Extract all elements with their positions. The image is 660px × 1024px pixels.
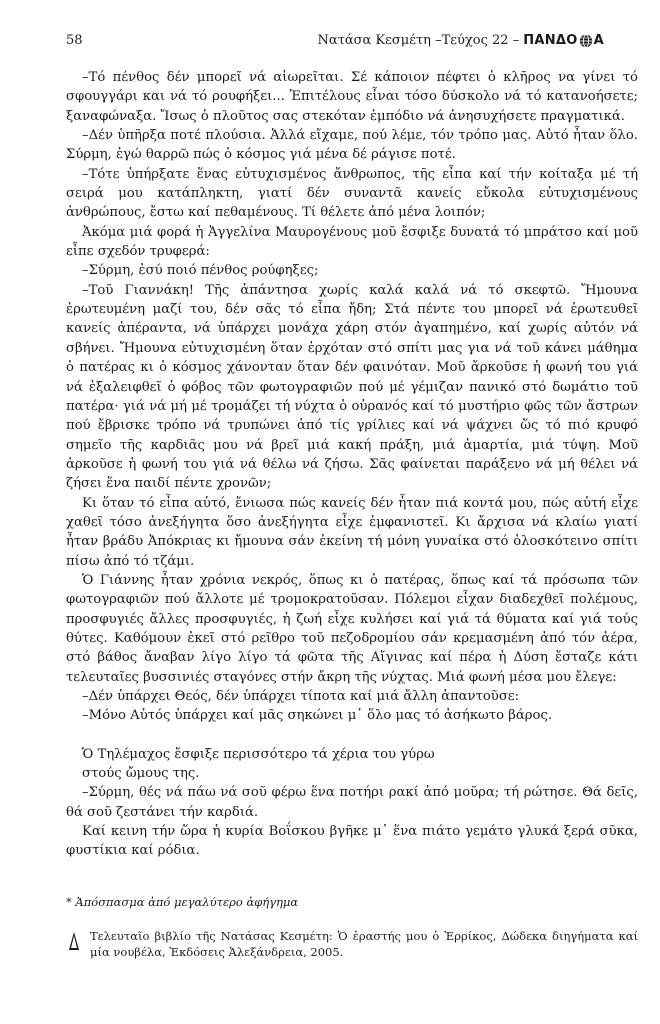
page-header — [66, 33, 604, 55]
article-body — [66, 68, 638, 861]
bibliography-text: Τελευταῖο βιβλίο τῆς Νατάσας Κεσμέτη: Ὁ ἐραστής μου ὁ Ἐρρίκος, Δώδεκα διηγήματα καί μία νουβέλα, Ἐκδόσεις Ἀλεξάνδρεια, 2005. — [90, 929, 638, 959]
paragraph: –Τό πένθος δέν μπορεῖ νά αἰωρεῖται. Σέ κάποιον πέφτει ὁ κλῆρος να γίνει τό σφουγγάρι και νά τό ρουφήξει... Ἐπιτέλους εἶναι τόσο δύσκολο νά τό κατανοήσετε; ξαναφώναξα. Ἴσως ὁ πλοῦτος σας στεκόταν ἐμπόδιο νά ἀνησυχήσετε πραγματικά. — [66, 70, 638, 124]
paragraph: –Δέν ὑπῆρξα ποτέ πλούσια. Ἀλλά εἴχαμε, πού λέμε, τόν τρόπο μας. Αὐτό ἦταν ὅλο. Σύρμη, ἐγώ θαρρῶ πώς ὁ κόσμος γιά μένα δέ ράγισε ποτέ. — [66, 128, 638, 163]
paragraph: Ὁ Τηλέμαχος ἔσφιξε περισσότερο τά χέρια του γύρω — [82, 746, 435, 762]
pointing-hand-icon — [66, 930, 82, 952]
section-break — [66, 726, 638, 745]
paragraph: Ἀκόμα μιά φορά ἡ Ἀγγελίνα Μαυρογένους μοῦ ἔσφιξε δυνατά τό μπράτσο καί μοῦ εἶπε σχεδόν τρυφερά: — [66, 224, 638, 260]
brand-text-end: Α — [593, 33, 604, 48]
paragraph: Ὁ Γιάννης ἦταν χρόνια νεκρός, ὅπως κι ὁ πατέρας, ὅπως καί τά πρόσωπα τῶν φωτογραφιῶν πού ἄλλοτε μέ τρομοκρατοῦσαν. Πόλεμοι εἶχαν διαδεχθεῖ πολέμους, προσφυγιές ἄλλες προσφυγιές, ἡ ζωή εἶχε κυλήσει καί γιά τά θύματα καί γιά τούς θύτες. Καθόμουν ἐκεῖ στό ρεῖθρο τοῦ πεζοδρομίου σάν κρεμασμένη ἀπό τόν ἀέρα, στό βάθος ἄναβαν λίγο λίγο τά φῶτα τῆς Αἴγινας καί πέρα ἡ Δύση ἔσταζε κάτι τελευταῖες βυσσινιές σταγόνες στήν ἄκρη τῆς νύχτας. Μιά φωνή μέσα μου ἔλεγε: — [66, 572, 638, 685]
paragraph: Κι ὅταν τό εἶπα αὐτό, ἔνιωσα πώς κανείς δέν ἦταν πιά κοντά μου, πώς αὐτή εἶχε χαθεῖ τόσο ἀνεξήγητα ὅσο ἀνεξήγητα εἶχε ἐμφανιστεῖ. Κι ἄρχισα νά κλαίω γιατί ἦταν βράδυ Ἀπόκριας κι ἤμουνα σάν ἐκείνη τή μόνη γυναίκα στό ὁλοσκότεινο σπίτι πίσω ἀπό τό τζάμι. — [66, 495, 638, 569]
magazine-brand — [523, 33, 604, 48]
running-head-text: Νατάσα Κεσμέτη –Τεύχος 22 – — [317, 33, 520, 48]
page-number: 58 — [66, 33, 83, 48]
bibliography-note — [66, 928, 638, 960]
paragraph: –Δέν ὑπάρχει Θεός, δέν ὑπάρχει τίποτα καί μιά ἄλλη ἀπαντοῦσε: — [82, 689, 520, 704]
paragraph: –Μόνο Αὐτός ὑπάρχει καί μᾶς σηκώνει μ᾽ ὅλο μας τό ἀσήκωτο βάρος. — [82, 708, 553, 724]
globe-logo-icon — [579, 34, 593, 48]
paragraph: στούς ὤμους της. — [82, 766, 200, 782]
footnote: * Ἀπόσπασμα ἀπό μεγαλύτερο ἀφήγημα — [66, 895, 299, 909]
paragraph: –Τοῦ Γιαννάκη! Τῆς ἀπάντησα χωρίς καλά καλά νά τό σκεφτῶ. Ἤμουνα ἐρωτευμένη μαζί του, δέν σᾶς τό εἶπα ἤδη; Στά πέντε του μπορεῖ νά ἐρωτευθεῖ κανείς ἀπέραντα, νά ὑπάρχει μονάχα χάρη στόν ἀγαπημένο, καί χωρίς αὐτόν νά σβήνει. Ἤμουνα εὐτυχισμένη ὅταν ἐρχόταν στό σπίτι μας για νά τοῦ κάνει μάθημα ὁ πατέρας κι ὁ κόσμος χάνονταν ὅταν δέν φαινόταν. Μοῦ ἄρκοῦσε ἡ φωνή του γιά νά ἐξαλειφθεῖ ὁ φόβος τῶν φωτογραφιῶν πού μέ γέμιζαν πανικό στό δωμάτιο τοῦ πατέρα· γιά νά μή μέ τρομάζει τή νύχτα ὁ οὐρανός καί τό μυστήριο φῶς τῶν ἄστρων πού ἔβρισκε τρόπο νά τρυπώνει ἀπό τίς γρίλιες καί νά ψάχνει ὥς τό πιό κρυφό σημεῖο τῆς καρδιᾶς μου νά βρεῖ μιά κακή πράξη, μιά ἁμαρτία, μιά τύψη. Μοῦ ἀρκοῦσε ἡ φωνή του γιά νά θέλω νά ζήσω. Σᾶς φαίνεται παράξενο νά μή θέλει νά ζήσει ἕνα παιδί πέντε χρονῶν; — [66, 282, 638, 492]
brand-text-start: ΠΑΝΔΟ — [523, 33, 578, 48]
paragraph: –Σύρμη, ἐσύ ποιό πένθος ρούφηξες; — [82, 263, 319, 279]
paragraph: –Σύρμη, θές νά πάω νά σοῦ φέρω ἕνα ποτήρι ρακί ἀπό μοῦρα; τή ρώτησε. Θά δεῖς, θά σοῦ ζεστάνει τήν καρδιά. — [66, 785, 638, 820]
paragraph: –Τότε ὑπήρξατε ἕνας εὐτυχισμένος ἄνθρωπος, τῆς εἶπα καί τήν κοίταξα μέ τή σειρά μου κατάπληκτη, γιατί δέν συναντᾶ κανείς εὔκολα εὐτυχισμένους ἀνθρώπους, ἔστω καί πεθαμένους. Τί θέλετε ἀπό μένα λοιπόν; — [66, 166, 638, 221]
paragraph: Καί κεινη τήν ὥρα ἡ κυρία Βοΐσκου βγῆκε μ᾽ ἕνα πιάτο γεμάτο γλυκά ξερά σῦκα, φυστίκια καί ρόδια. — [66, 824, 638, 859]
running-head — [318, 33, 604, 48]
